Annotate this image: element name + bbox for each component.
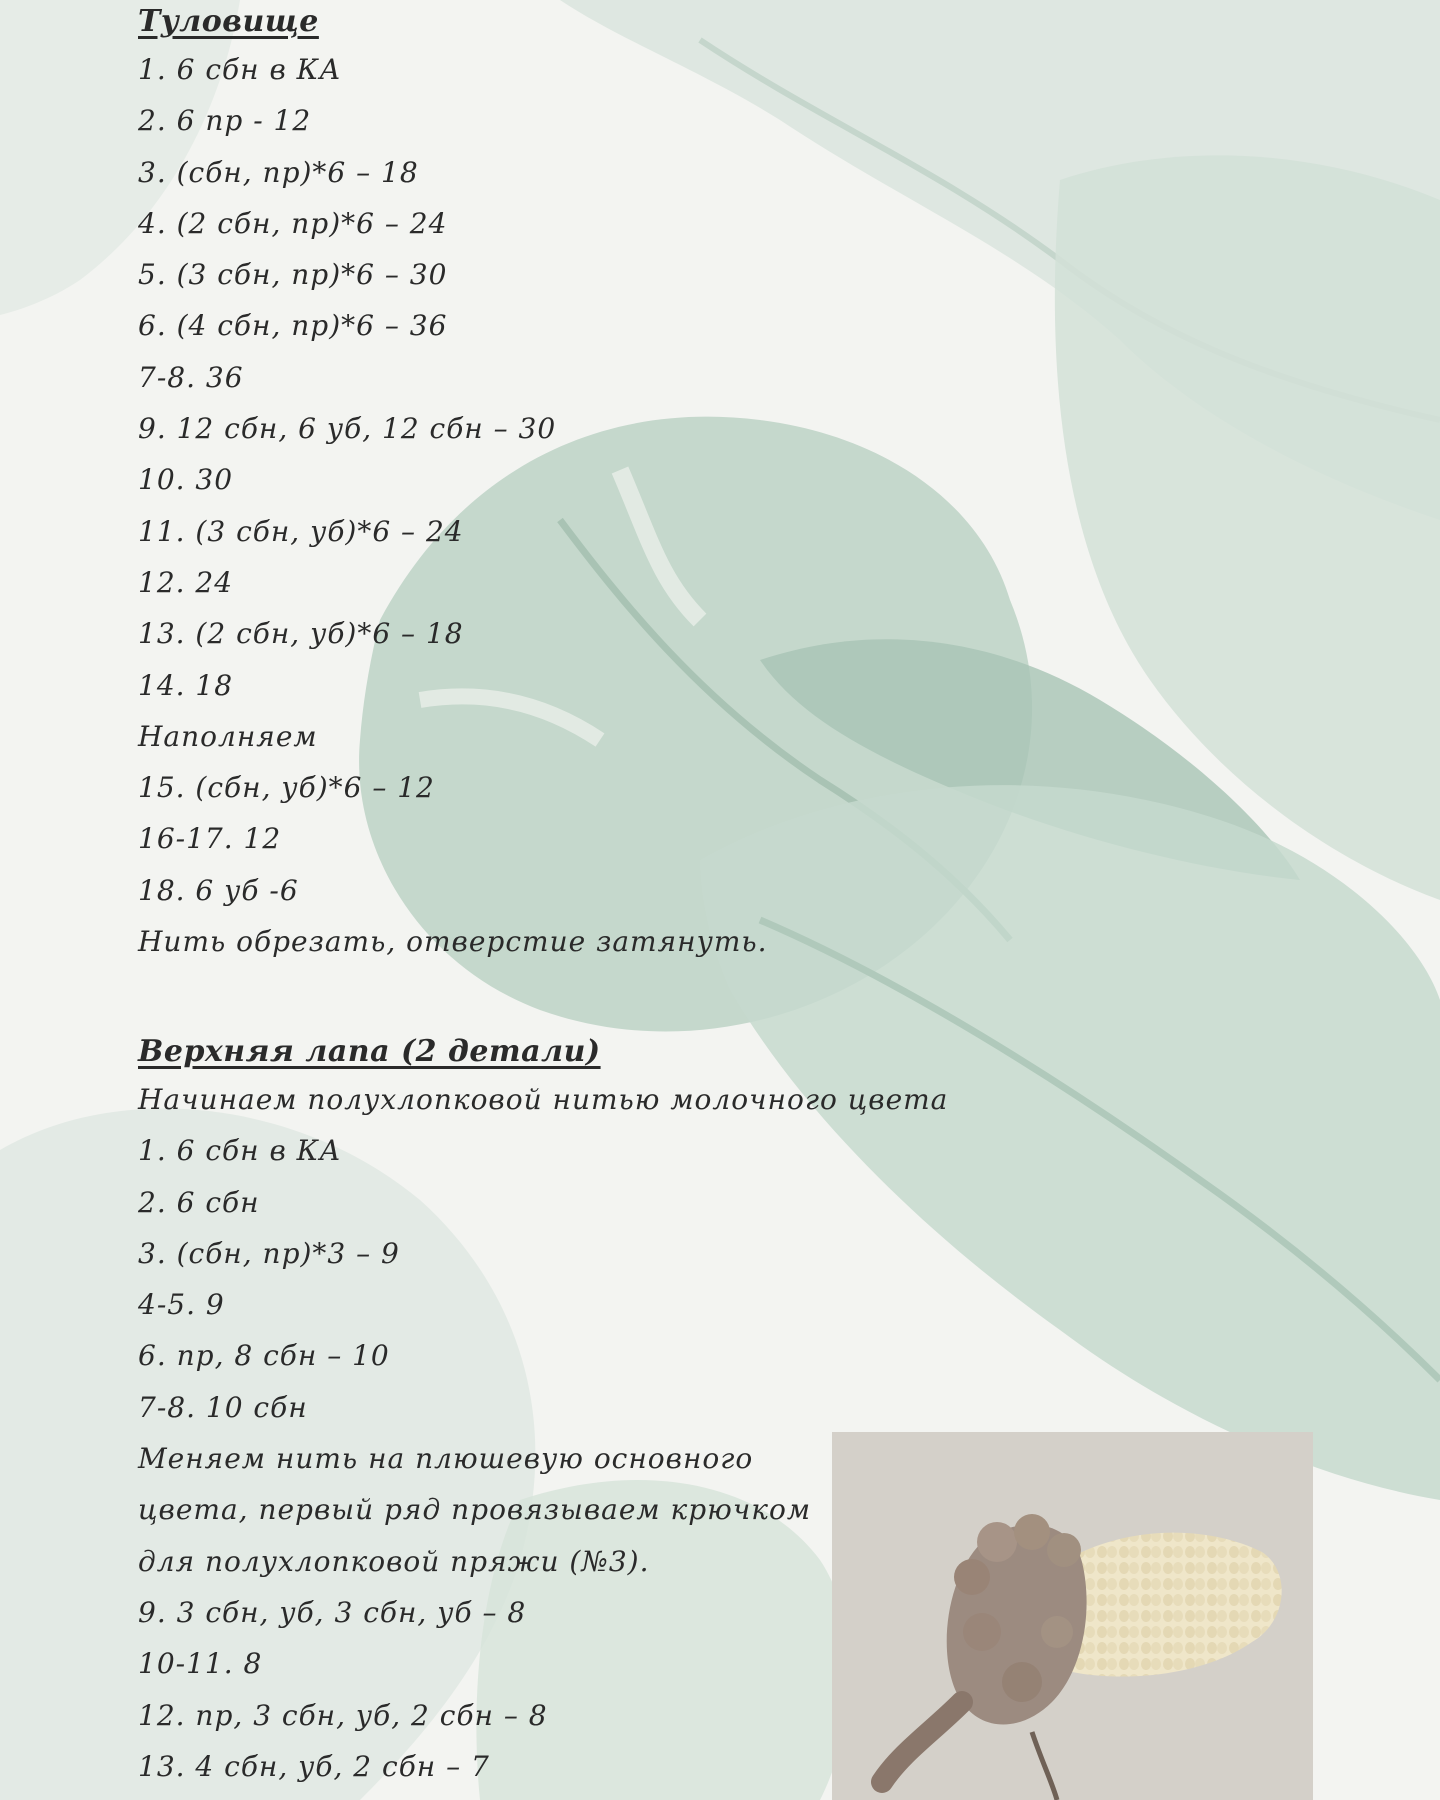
torso-note: Нить обрезать, отверстие затянуть. [138,925,768,959]
torso-row: 18. 6 уб -6 [138,873,299,907]
upper-paw-row: 1. 6 сбн в КА [138,1134,342,1168]
upper-paw-row: 4-5. 9 [138,1288,225,1322]
upper-paw-note: для полухлопковой пряжи (№3). [138,1544,650,1578]
torso-row: 14. 18 [138,668,234,702]
crocheted-paw-photo [832,1432,1313,1800]
upper-paw-row: 12. пр, 3 сбн, уб, 2 сбн – 8 [138,1698,548,1732]
upper-paw-row: 10-11. 8 [138,1647,263,1681]
upper-paw-row: 13. 4 сбн, уб, 2 сбн – 7 [138,1749,490,1783]
torso-row: 1. 6 сбн в КА [138,53,342,86]
torso-row: 7-8. 36 [138,360,244,394]
torso-row: 5. (3 сбн, пр)*6 – 30 [138,258,448,292]
torso-heading: Туловище [138,4,319,39]
torso-row: 10. 30 [138,463,234,497]
torso-row: 16-17. 12 [138,822,282,856]
torso-section [138,0,768,967]
torso-row: 12. 24 [138,565,234,599]
upper-paw-note: цвета, первый ряд провязываем крючком [138,1493,812,1527]
upper-paw-note: Начинаем полухлопковой нитью молочного цвета [138,1083,949,1116]
upper-paw-row: 9. 3 сбн, уб, 3 сбн, уб – 8 [138,1595,527,1629]
torso-row: 3. (сбн, пр)*6 – 18 [138,155,419,189]
torso-note: Наполняем [138,719,318,753]
upper-paw-row: 6. пр, 8 сбн – 10 [138,1339,390,1373]
torso-row: 6. (4 сбн, пр)*6 – 36 [138,309,448,343]
torso-row: 11. (3 сбн, уб)*6 – 24 [138,514,464,548]
upper-paw-heading: Верхняя лапа (2 детали) [138,1034,601,1069]
torso-row: 15. (сбн, уб)*6 – 12 [138,771,435,805]
upper-paw-row: 7-8. 10 сбн [138,1390,308,1424]
upper-paw-section [138,1030,948,1792]
torso-row: 2. 6 пр - 12 [138,104,312,138]
torso-row: 4. (2 сбн, пр)*6 – 24 [138,206,448,240]
upper-paw-row: 2. 6 сбн [138,1185,260,1219]
torso-row: 9. 12 сбн, 6 уб, 12 сбн – 30 [138,412,557,446]
torso-row: 13. (2 сбн, уб)*6 – 18 [138,617,464,651]
upper-paw-row: 3. (сбн, пр)*3 – 9 [138,1236,400,1270]
upper-paw-note: Меняем нить на плюшевую основного [138,1442,754,1476]
